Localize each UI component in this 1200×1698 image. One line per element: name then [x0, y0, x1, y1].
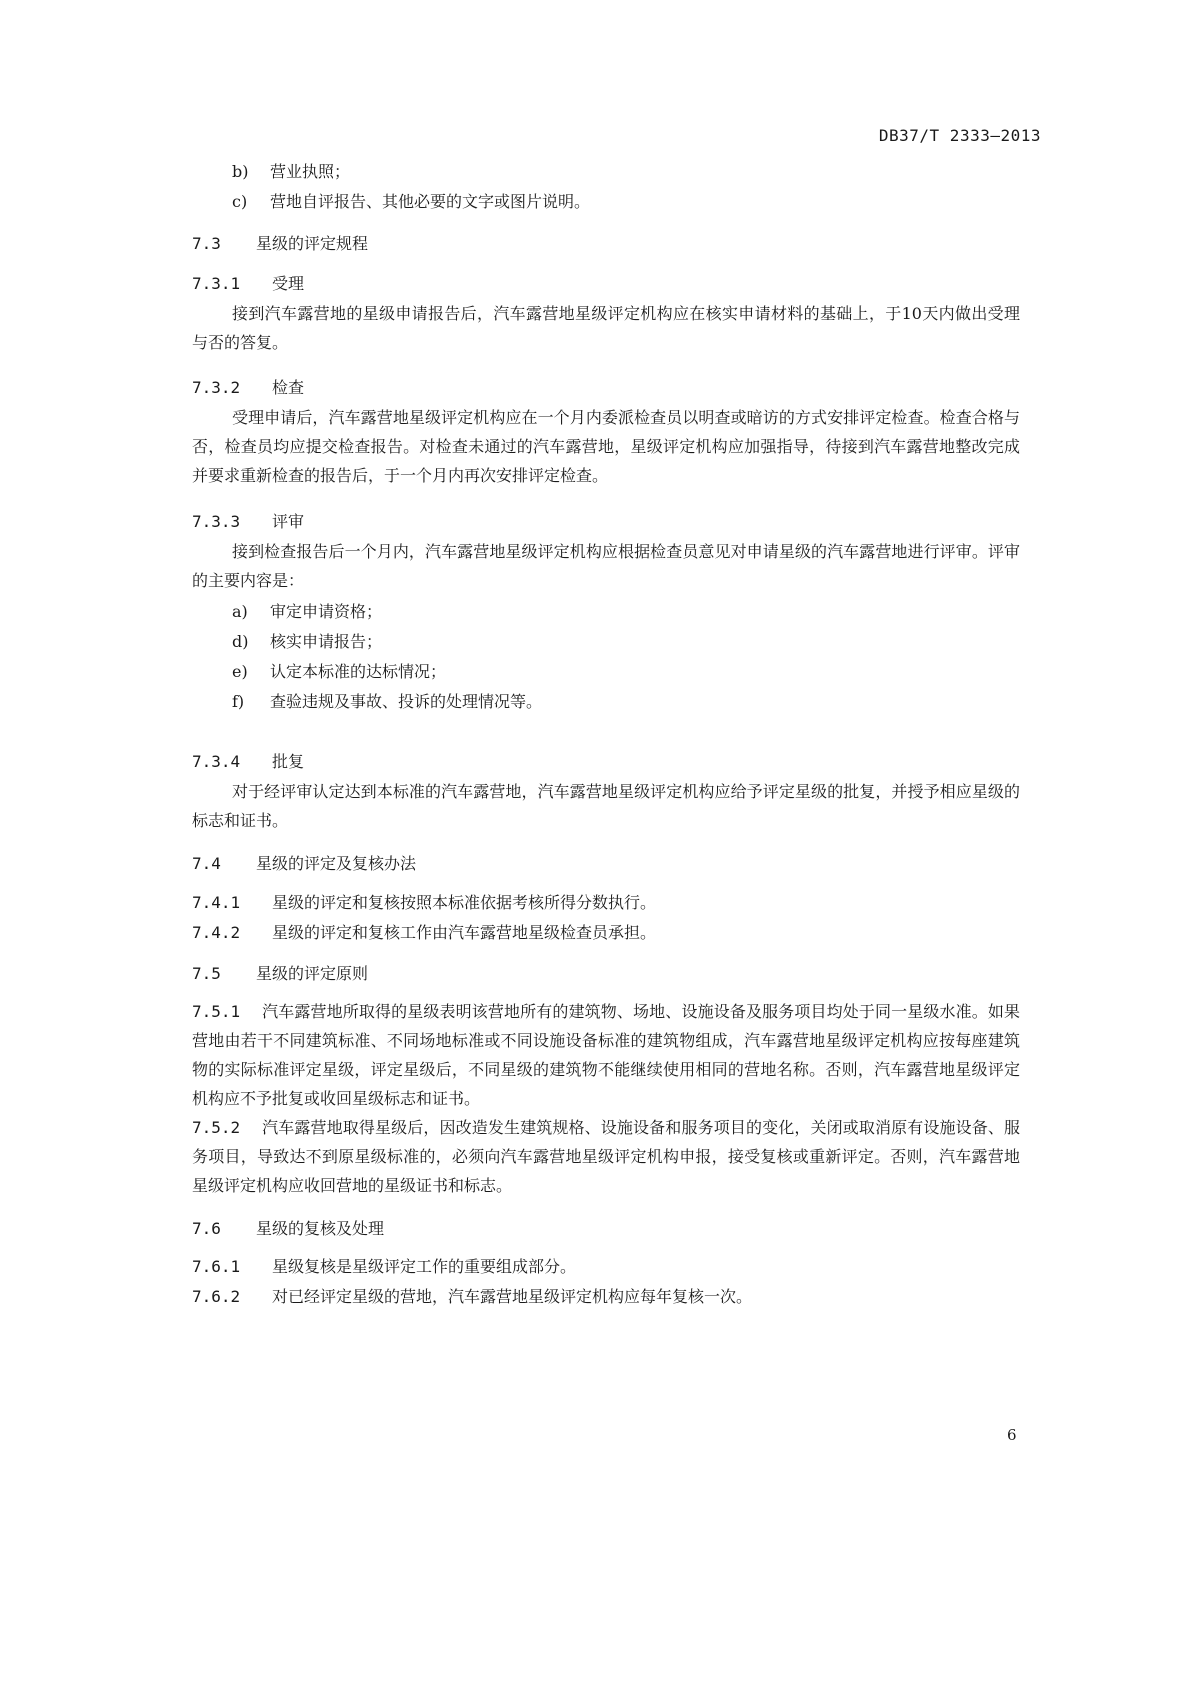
list-item-text: 营地自评报告、其他必要的文字或图片说明。	[270, 192, 591, 211]
clause-text: 对已经评定星级的营地，汽车露营地星级评定机构应每年复核一次。	[272, 1287, 753, 1306]
section-number: 7.3.4	[192, 752, 241, 771]
clause-number: 7.4.1	[192, 893, 241, 912]
paragraph-7-3-1: 接到汽车露营地的星级申请报告后，汽车露营地星级评定机构应在核实申请材料的基础上，于10天内做出受理与否的答复。	[192, 304, 1020, 352]
list-item	[232, 160, 350, 184]
section-number: 7.3	[192, 234, 221, 253]
section-heading-7-3	[192, 232, 368, 256]
list-item-label: f)	[232, 692, 245, 711]
list-item	[232, 190, 590, 214]
section-number: 7.6	[192, 1219, 221, 1238]
clause-number: 7.5.2	[192, 1118, 241, 1137]
section-heading-7-3-1	[192, 272, 304, 296]
section-title: 星级的评定规程	[256, 234, 369, 253]
list-item	[232, 660, 446, 684]
list-item	[232, 630, 382, 654]
standard-code: DB37/T 2333—2013	[878, 126, 1041, 145]
list-item-label: a)	[232, 602, 248, 621]
clause-text: 汽车露营地取得星级后，因改造发生建筑规格、设施设备和服务项目的变化，关闭或取消原有设施设备、服务项目，导致达不到原星级标准的，必须向汽车露营地星级评定机构申报，接受复核或重新评定。否则，汽车露营地星级评定机构应收回营地的星级证书和标志。	[192, 1118, 1020, 1195]
section-title: 受理	[272, 274, 305, 293]
clause-number: 7.5.1	[192, 1002, 241, 1021]
list-item-text: 查验违规及事故、投诉的处理情况等。	[270, 692, 543, 711]
section-number: 7.3.1	[192, 274, 241, 293]
clause-text: 星级复核是星级评定工作的重要组成部分。	[272, 1257, 577, 1276]
section-heading-7-3-4	[192, 750, 304, 774]
clause-text: 星级的评定和复核按照本标准依据考核所得分数执行。	[272, 893, 657, 912]
section-heading-7-3-3	[192, 510, 304, 534]
clause-7-5-2	[192, 1113, 1020, 1200]
clause-number: 7.4.2	[192, 923, 241, 942]
list-item-text: 审定申请资格；	[270, 602, 383, 621]
list-item-text: 营业执照；	[270, 162, 351, 181]
clause-number: 7.6.1	[192, 1257, 241, 1276]
paragraph-7-3-4: 对于经评审认定达到本标准的汽车露营地，汽车露营地星级评定机构应给予评定星级的批复，并授予相应星级的标志和证书。	[192, 782, 1020, 830]
clause-text: 汽车露营地所取得的星级表明该营地所有的建筑物、场地、设施设备及服务项目均处于同一星级水准。如果营地由若干不同建筑标准、不同场地标准或不同设施设备标准的建筑物组成，汽车露营地星级评定机构应按每座建筑物的实际标准评定星级，评定星级后，不同星级的建筑物不能继续使用相同的营地名称。否则，汽车露营地星级评定机构应不予批复或收回星级标志和证书。	[192, 1002, 1020, 1108]
section-number: 7.4	[192, 854, 221, 873]
section-title: 星级的复核及处理	[256, 1219, 385, 1238]
section-number: 7.3.2	[192, 378, 241, 397]
section-number: 7.3.3	[192, 512, 241, 531]
list-item-label: d)	[232, 632, 249, 651]
section-heading-7-5	[192, 962, 368, 986]
section-number: 7.5	[192, 964, 221, 983]
section-heading-7-6	[192, 1217, 384, 1241]
section-title: 星级的评定原则	[256, 964, 369, 983]
section-title: 批复	[272, 752, 305, 771]
list-item-label: b)	[232, 162, 249, 181]
list-item-text: 核实申请报告；	[270, 632, 383, 651]
list-item-text: 认定本标准的达标情况；	[270, 662, 447, 681]
page-number: 6	[1007, 1426, 1017, 1444]
clause-7-5-1	[192, 997, 1020, 1113]
clause-7-4-1	[192, 891, 656, 915]
section-heading-7-4	[192, 852, 416, 876]
paragraph-7-3-3: 接到检查报告后一个月内，汽车露营地星级评定机构应根据检查员意见对申请星级的汽车露营地进行评审。评审的主要内容是：	[192, 542, 1020, 590]
list-item-label: c)	[232, 192, 248, 211]
section-title: 评审	[272, 512, 305, 531]
paragraph-7-3-2: 受理申请后，汽车露营地星级评定机构应在一个月内委派检查员以明查或暗访的方式安排评定检查。检查合格与否，检查员均应提交检查报告。对检查未通过的汽车露营地，星级评定机构应加强指导，待接到汽车露营地整改完成并要求重新检查的报告后，于一个月内再次安排评定检查。	[192, 408, 1020, 485]
list-item	[232, 600, 382, 624]
clause-7-6-2	[192, 1285, 752, 1309]
clause-text: 星级的评定和复核工作由汽车露营地星级检查员承担。	[272, 923, 657, 942]
clause-number: 7.6.2	[192, 1287, 241, 1306]
clause-7-6-1	[192, 1255, 576, 1279]
list-item	[232, 690, 542, 714]
section-title: 星级的评定及复核办法	[256, 854, 417, 873]
clause-7-4-2	[192, 921, 656, 945]
section-heading-7-3-2	[192, 376, 304, 400]
list-item-label: e)	[232, 662, 248, 681]
section-title: 检查	[272, 378, 305, 397]
